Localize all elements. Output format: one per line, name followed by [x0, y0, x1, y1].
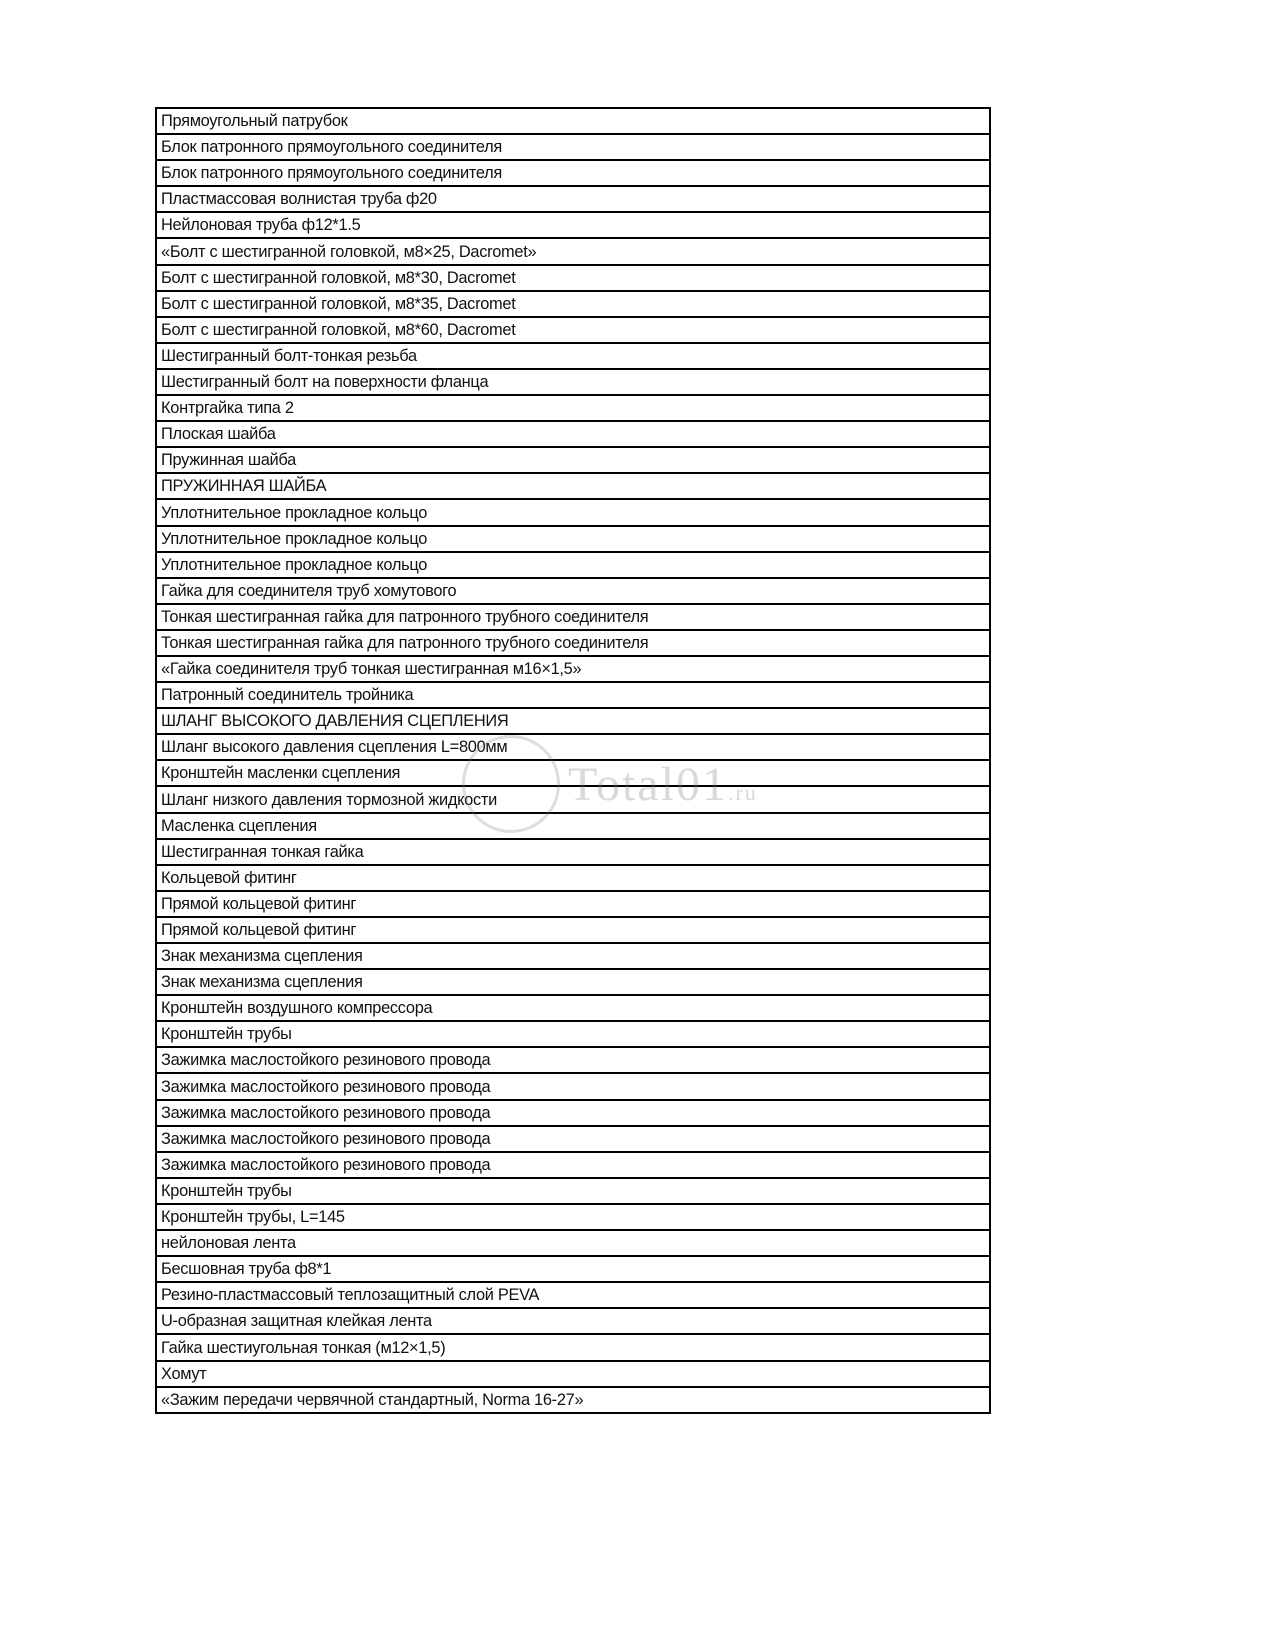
- table-cell: Хомут: [156, 1361, 990, 1387]
- table-cell: Уплотнительное прокладное кольцо: [156, 552, 990, 578]
- table-row: [156, 108, 990, 134]
- table-row: [156, 1230, 990, 1256]
- table-cell: ПРУЖИННАЯ ШАЙБА: [156, 473, 990, 499]
- table-cell: Болт с шестигранной головкой, м8*30, Dacromet: [156, 265, 990, 291]
- table-row: [156, 604, 990, 630]
- table-row: [156, 656, 990, 682]
- watermark-suffix: .ru: [727, 779, 758, 805]
- table-row: [156, 1100, 990, 1126]
- watermark-text: Total01: [568, 757, 728, 811]
- table-row: [156, 212, 990, 238]
- table-row: [156, 421, 990, 447]
- table-row: [156, 1126, 990, 1152]
- table-cell: U-образная защитная клейкая лента: [156, 1308, 990, 1334]
- table-row: [156, 1152, 990, 1178]
- table-cell: Знак механизма сцепления: [156, 943, 990, 969]
- table-row: [156, 760, 990, 786]
- table-cell: Кронштейн трубы: [156, 1021, 990, 1047]
- parts-table: [155, 107, 991, 1414]
- table-cell: Уплотнительное прокладное кольцо: [156, 499, 990, 525]
- table-row: [156, 630, 990, 656]
- table-cell: Зажимка маслостойкого резинового провода: [156, 1073, 990, 1099]
- table-row: [156, 473, 990, 499]
- table-row: [156, 734, 990, 760]
- table-row: [156, 865, 990, 891]
- table-cell: Кольцевой фитинг: [156, 865, 990, 891]
- table-cell: Резино-пластмассовый теплозащитный слой PEVA: [156, 1282, 990, 1308]
- table-row: [156, 1387, 990, 1413]
- table-cell: Плоская шайба: [156, 421, 990, 447]
- table-cell: нейлоновая лента: [156, 1230, 990, 1256]
- table-row: [156, 134, 990, 160]
- table-cell: Кронштейн воздушного компрессора: [156, 995, 990, 1021]
- table-row: [156, 186, 990, 212]
- table-row: [156, 682, 990, 708]
- table-row: [156, 995, 990, 1021]
- table-cell: Масленка сцепления: [156, 813, 990, 839]
- table-cell: Шестигранная тонкая гайка: [156, 839, 990, 865]
- table-cell: Блок патронного прямоугольного соединителя: [156, 160, 990, 186]
- table-cell: Бесшовная труба ф8*1: [156, 1256, 990, 1282]
- table-row: [156, 943, 990, 969]
- table-cell: «Болт с шестигранной головкой, м8×25, Dacromet»: [156, 238, 990, 264]
- table-cell: Кронштейн трубы: [156, 1178, 990, 1204]
- table-row: [156, 839, 990, 865]
- table-cell: Шестигранный болт на поверхности фланца: [156, 369, 990, 395]
- table-cell: Зажимка маслостойкого резинового провода: [156, 1152, 990, 1178]
- table-cell: Зажимка маслостойкого резинового провода: [156, 1100, 990, 1126]
- table-cell: Гайка для соединителя труб хомутового: [156, 578, 990, 604]
- table-row: [156, 265, 990, 291]
- table-row: [156, 317, 990, 343]
- table-cell: Прямой кольцевой фитинг: [156, 891, 990, 917]
- table-cell: Знак механизма сцепления: [156, 969, 990, 995]
- table-cell: Пружинная шайба: [156, 447, 990, 473]
- table-cell: Гайка шестиугольная тонкая (м12×1,5): [156, 1334, 990, 1360]
- table-row: [156, 1021, 990, 1047]
- table-cell: Контргайка типа 2: [156, 395, 990, 421]
- table-cell: Шестигранный болт-тонкая резьба: [156, 343, 990, 369]
- table-cell: Кронштейн трубы, L=145: [156, 1204, 990, 1230]
- table-cell: Тонкая шестигранная гайка для патронного трубного соединителя: [156, 630, 990, 656]
- table-row: [156, 526, 990, 552]
- table-row: [156, 1361, 990, 1387]
- table-row: [156, 1047, 990, 1073]
- table-cell: Прямой кольцевой фитинг: [156, 917, 990, 943]
- table-cell: ШЛАНГ ВЫСОКОГО ДАВЛЕНИЯ СЦЕПЛЕНИЯ: [156, 708, 990, 734]
- table-cell: Шланг высокого давления сцепления L=800мм: [156, 734, 990, 760]
- table-cell: Болт с шестигранной головкой, м8*60, Dacromet: [156, 317, 990, 343]
- table-row: [156, 1334, 990, 1360]
- table-row: [156, 369, 990, 395]
- table-row: [156, 238, 990, 264]
- table-row: [156, 786, 990, 812]
- table-row: [156, 1282, 990, 1308]
- table-cell: Пластмассовая волнистая труба ф20: [156, 186, 990, 212]
- table-row: [156, 1256, 990, 1282]
- table-cell: «Гайка соединителя труб тонкая шестигранная м16×1,5»: [156, 656, 990, 682]
- table-row: [156, 1073, 990, 1099]
- table-row: [156, 160, 990, 186]
- table-cell: Блок патронного прямоугольного соединителя: [156, 134, 990, 160]
- table-cell: Зажимка маслостойкого резинового провода: [156, 1047, 990, 1073]
- table-row: [156, 291, 990, 317]
- table-cell: Тонкая шестигранная гайка для патронного трубного соединителя: [156, 604, 990, 630]
- table-cell: Зажимка маслостойкого резинового провода: [156, 1126, 990, 1152]
- table-cell: Уплотнительное прокладное кольцо: [156, 526, 990, 552]
- table-cell: Патронный соединитель тройника: [156, 682, 990, 708]
- table-row: [156, 395, 990, 421]
- table-row: [156, 1204, 990, 1230]
- table-row: [156, 813, 990, 839]
- table-row: [156, 708, 990, 734]
- table-row: [156, 447, 990, 473]
- table-cell: «Зажим передачи червячной стандартный, Norma 16-27»: [156, 1387, 990, 1413]
- table-cell: Нейлоновая труба ф12*1.5: [156, 212, 990, 238]
- table-cell: Болт с шестигранной головкой, м8*35, Dacromet: [156, 291, 990, 317]
- table-row: [156, 552, 990, 578]
- table-row: [156, 891, 990, 917]
- table-cell: Кронштейн масленки сцепления: [156, 760, 990, 786]
- table-row: [156, 1178, 990, 1204]
- table-cell: Прямоугольный патрубок: [161, 112, 348, 131]
- table-row: [156, 343, 990, 369]
- table-row: [156, 578, 990, 604]
- table-row: [156, 1308, 990, 1334]
- table-cell: Шланг низкого давления тормозной жидкости: [156, 786, 990, 812]
- table-row: [156, 969, 990, 995]
- table-row: [156, 499, 990, 525]
- table-row: [156, 917, 990, 943]
